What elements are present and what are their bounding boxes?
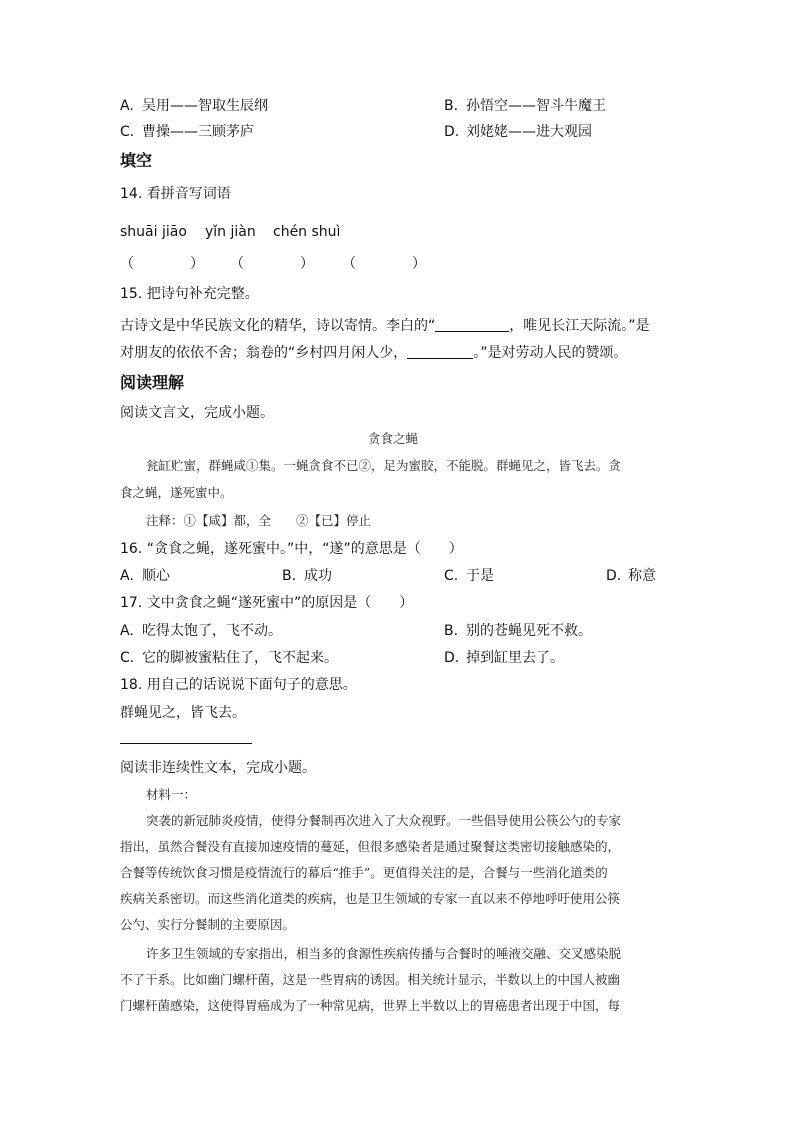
option-text: 它的脚被蜜粘住了，飞不起来。 [142,650,338,666]
passage-line-1: 瓮缸贮蜜，群蝇咸①集。一蝇贪食不已②，足为蜜胶，不能脱。群蝇见之，皆飞去。贪 [146,458,622,473]
q16-option-d[interactable] [606,566,656,586]
option-letter: B. [282,568,297,584]
section-heading-reading: 阅读理解 [120,373,185,392]
material-para1-line-4: 疾病关系密切。而这些消化道类的疾病，也是卫生领域的专家一直以来不停地呼吁使用公筷 [120,891,621,906]
option-text: 于是 [466,568,494,584]
q13-option-d[interactable] [444,122,592,142]
material-para2-line-2: 不了干系。比如幽门螺杆菌，这是一些胃病的诱因。相关统计显示，半数以上的中国人被幽 [120,972,621,987]
material-para1-line-3: 合餐等传统饮食习惯是疫情流行的幕后“推手”。更值得关注的是，合餐与一些消化道类的 [120,865,608,880]
option-letter: A. [120,623,134,639]
q14-answer-box-2[interactable] [230,254,314,274]
paren-open: （ [120,256,134,272]
option-letter: A. [120,98,134,114]
option-letter: A. [120,568,134,584]
q16-option-c[interactable] [444,566,494,586]
q15-blank-1[interactable] [435,317,509,332]
material-para1-line-5: 公勺、实行分餐制的主要原因。 [120,917,296,932]
q16-option-a[interactable] [120,566,170,586]
option-text: 称意 [628,568,656,584]
q16-option-b[interactable] [282,566,332,586]
material-para1-line-1: 突袭的新冠肺炎疫情，使得分餐制再次进入了大众视野。一些倡导使用公筷公勺的专家 [146,813,622,828]
option-letter: C. [120,650,135,666]
option-text: 掉到缸里去了。 [466,650,564,666]
q17-option-b[interactable] [444,621,592,641]
q14-pinyin-3: chén shuì [273,224,341,240]
q18-prompt: 18. 用自己的话说说下面句子的意思。 [120,677,357,693]
option-letter: B. [444,623,459,639]
material-para1-line-2: 指出，虽然合餐没有直接加速疫情的蔓延，但很多感染者是通过聚餐这类密切接触感染的， [120,839,621,854]
q15-text: ，唯见长江天际流。”是 [509,318,650,334]
q15-prompt: 15. 把诗句补充完整。 [120,286,259,302]
option-text: 成功 [304,568,332,584]
option-text: 吃得太饱了，飞不动。 [142,623,282,639]
q17-option-c[interactable] [120,648,338,668]
q17-option-a[interactable] [120,621,282,641]
option-letter: D. [606,568,622,584]
q13-option-b[interactable] [444,96,606,116]
option-letter: D. [444,124,460,140]
paren-close: ） [190,256,204,272]
option-text: 别的苍蝇见死不救。 [466,623,592,639]
q14-answer-box-3[interactable] [342,254,426,274]
q15-line-2 [120,343,628,363]
section-heading-fill: 填空 [120,151,153,170]
q15-text: 。”是对劳动人民的赞颂。 [473,345,628,361]
option-letter: B. [444,98,459,114]
option-text: 吴用——智取生辰纲 [142,98,268,114]
passage-title: 贪食之蝇 [368,431,419,446]
q15-text: 对朋友的依依不舍；翁卷的“乡村四月闲人少， [120,345,408,361]
option-text: 曹操——三顾茅庐 [142,124,254,140]
q15-blank-2[interactable] [407,344,473,359]
passage-notes: 注释：①【咸】都，全 ②【已】停止 [146,513,372,528]
q14-pinyin-2: yǐn jiàn [205,224,256,240]
q14-answer-box-1[interactable] [120,254,204,274]
option-text: 刘姥姥——进大观园 [466,124,592,140]
nonlinear-intro: 阅读非连续性文本，完成小题。 [120,760,316,776]
option-letter: D. [444,650,460,666]
option-letter: C. [120,124,135,140]
material-para2-line-1: 许多卫生领域的专家指出，相当多的食源性疾病传播与合餐时的唾液交融、交叉感染脱 [146,946,622,961]
q15-text: 古诗文是中华民族文化的精华，诗以寄情。李白的“ [120,318,436,334]
q17-option-d[interactable] [444,648,564,668]
q15-line-1 [120,316,650,336]
q16-prompt: 16. “贪食之蝇，遂死蜜中。”中，“遂”的意思是（ ） [120,541,463,557]
q13-option-a[interactable] [120,96,268,116]
q17-prompt: 17. 文中贪食之蝇“遂死蜜中”的原因是（ ） [120,595,414,611]
q18-sentence: 群蝇见之，皆飞去。 [120,705,246,721]
paren-open: （ [230,256,244,272]
paren-open: （ [342,256,356,272]
q13-option-c[interactable] [120,122,254,142]
option-text: 孙悟空——智斗牛魔王 [466,98,606,114]
q14-prompt: 14. 看拼音写词语 [120,186,231,202]
material-para2-line-3: 门螺杆菌感染，这使得胃癌成为了一种常见病，世界上半数以上的胃癌患者出现于中国，每 [120,998,621,1013]
paren-close: ） [412,256,426,272]
material-label: 材料一： [146,787,197,802]
passage-line-2: 食之蝇，遂死蜜中。 [120,485,233,500]
q18-answer-line[interactable] [120,743,252,744]
option-letter: C. [444,568,459,584]
paren-close: ） [300,256,314,272]
option-text: 顺心 [142,568,170,584]
reading-intro: 阅读文言文，完成小题。 [120,405,274,421]
q14-pinyin-1: shuāi jiāo [120,224,187,240]
